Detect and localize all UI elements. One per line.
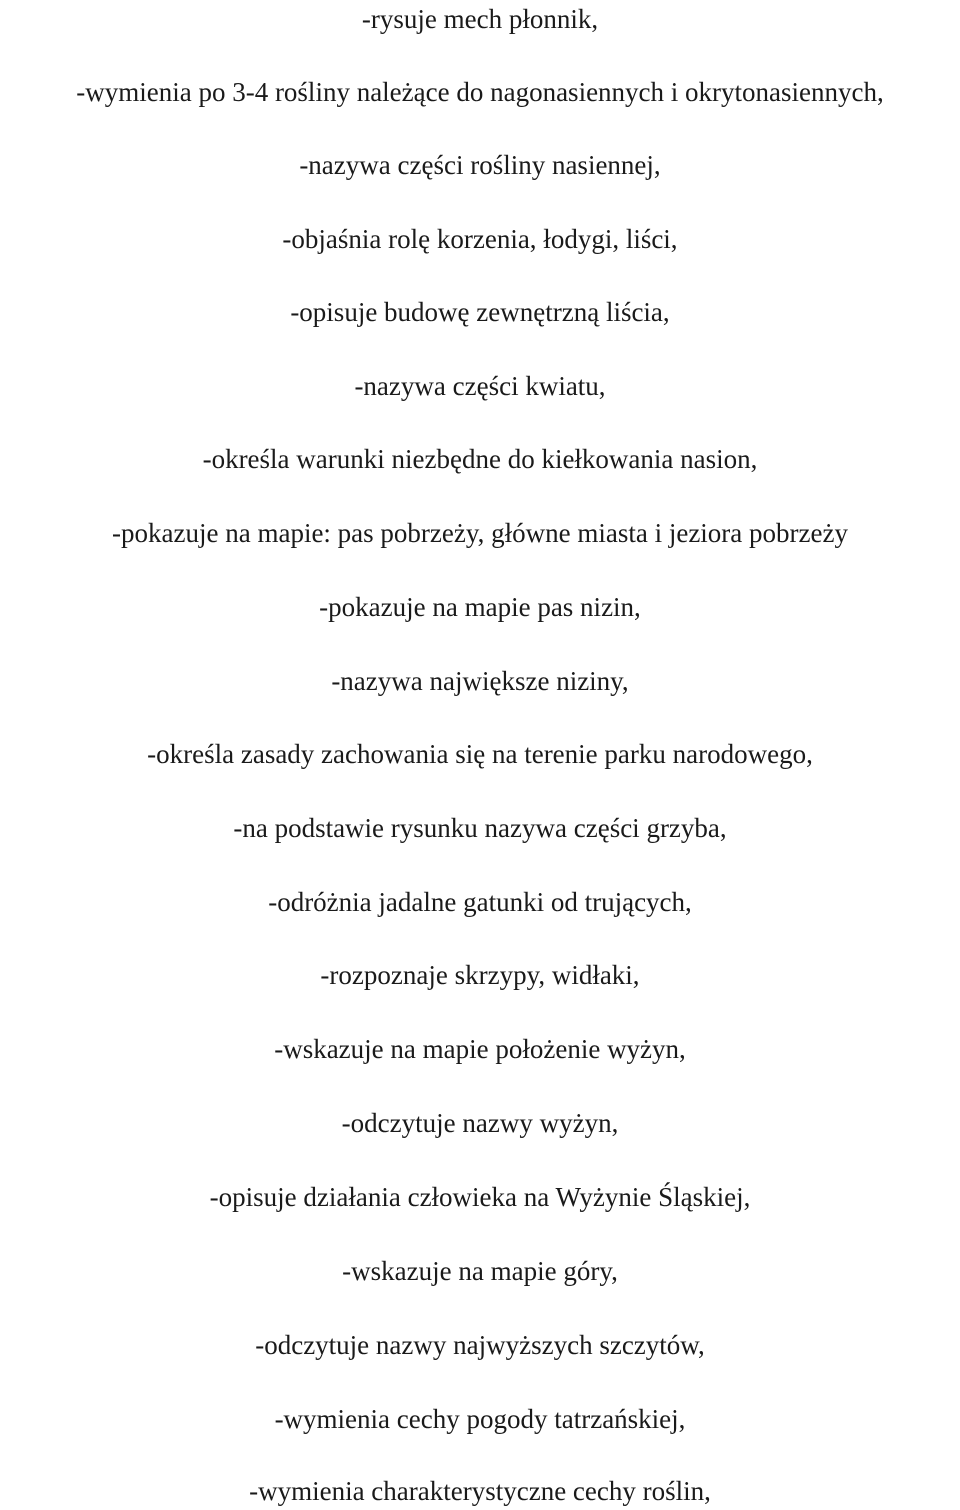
requirement-line: -wskazuje na mapie położenie wyżyn, — [274, 1034, 686, 1064]
requirement-line: -odczytuje nazwy wyżyn, — [341, 1108, 619, 1138]
requirement-line: -określa warunki niezbędne do kiełkowania nasion, — [202, 444, 758, 474]
requirement-line: -pokazuje na mapie pas nizin, — [319, 592, 641, 622]
requirement-line: -wskazuje na mapie góry, — [342, 1256, 618, 1286]
requirement-line: -opisuje budowę zewnętrzną liścia, — [290, 297, 670, 327]
requirement-line: -nazywa części rośliny nasiennej, — [299, 150, 661, 180]
requirement-line: -wymienia cechy pogody tatrzańskiej, — [274, 1404, 686, 1434]
requirement-line: -nazywa największe niziny, — [331, 666, 629, 696]
requirement-line: -wymienia charakterystyczne cechy roślin, — [249, 1476, 711, 1506]
requirement-line: -określa zasady zachowania się na terenie parku narodowego, — [147, 739, 813, 769]
requirement-line: -odczytuje nazwy najwyższych szczytów, — [255, 1330, 705, 1360]
requirement-line: -pokazuje na mapie: pas pobrzeży, główne miasta i jeziora pobrzeży — [112, 518, 848, 548]
requirement-line: -opisuje działania człowieka na Wyżynie Śląskiej, — [209, 1182, 751, 1212]
requirement-line: -objaśnia rolę korzenia, łodygi, liści, — [282, 224, 678, 254]
requirement-line: -rozpoznaje skrzypy, widłaki, — [320, 960, 640, 990]
requirement-line: -wymienia po 3-4 rośliny należące do nagonasiennych i okrytonasiennych, — [76, 77, 884, 107]
requirement-line: -rysuje mech płonnik, — [361, 4, 599, 34]
requirement-line: -odróżnia jadalne gatunki od trujących, — [268, 887, 692, 917]
requirement-line: -nazywa części kwiatu, — [354, 371, 606, 401]
requirement-line: -na podstawie rysunku nazywa części grzyba, — [233, 813, 727, 843]
